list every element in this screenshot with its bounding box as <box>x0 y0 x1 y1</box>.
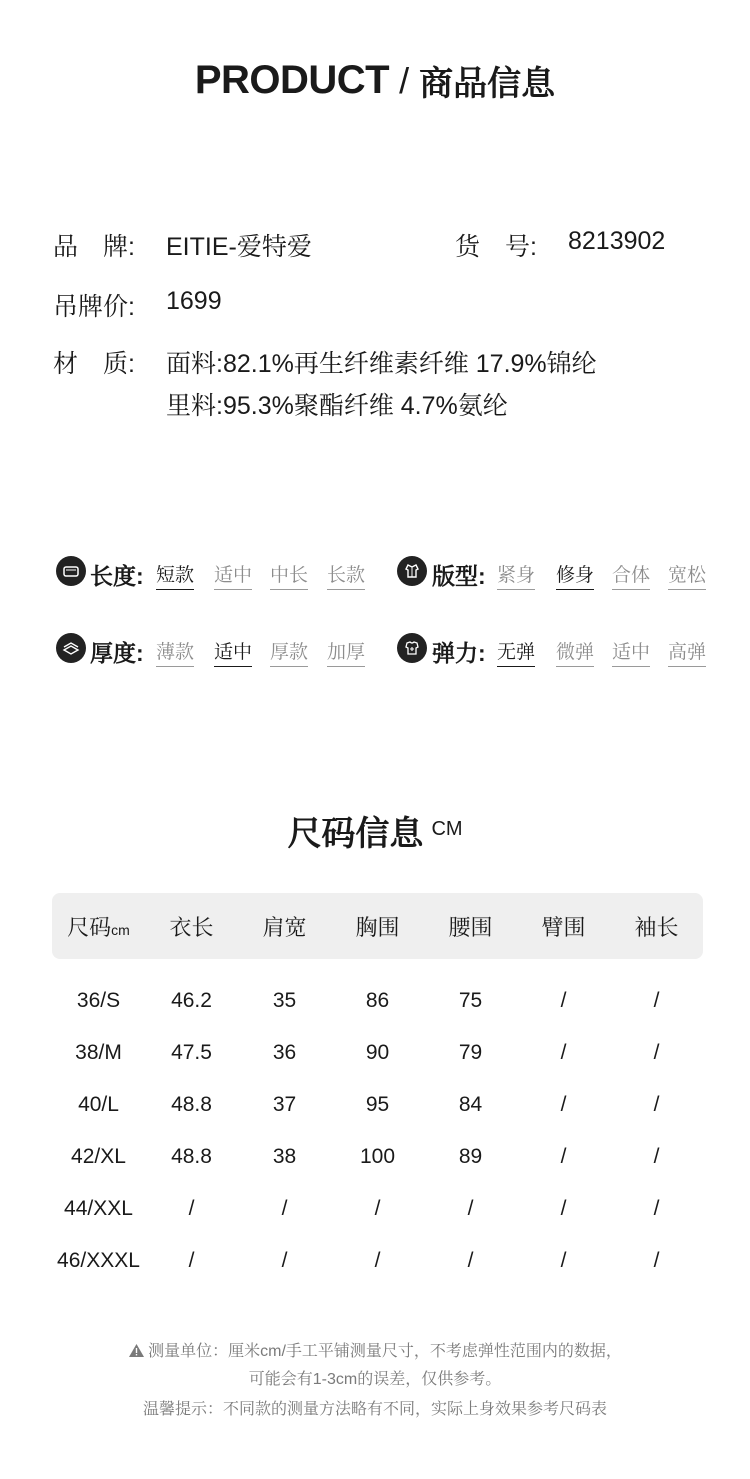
table-row <box>52 1183 703 1235</box>
table-cell: 40/L <box>78 1093 119 1116</box>
table-row <box>52 1027 703 1079</box>
table-cell: 90 <box>365 1041 390 1064</box>
elasticity-option-high: 高弹 <box>668 637 706 667</box>
table-cell: / <box>653 1093 660 1116</box>
price-value: 1699 <box>166 287 222 315</box>
table-row <box>52 975 703 1027</box>
thickness-option-thin: 薄款 <box>156 637 194 667</box>
table-cell: 89 <box>458 1145 483 1168</box>
thickness-label: 厚度: <box>90 640 144 666</box>
brand-value: EITIE-爱特爱 <box>166 233 312 261</box>
table-cell: 84 <box>458 1093 483 1116</box>
table-cell: 47.5 <box>171 1041 212 1064</box>
table-cell: 100 <box>359 1145 396 1168</box>
table-cell: 79 <box>458 1041 483 1064</box>
fit-option-loose: 宽松 <box>668 560 706 590</box>
table-cell: / <box>467 1197 474 1220</box>
title-english: PRODUCT <box>194 58 390 102</box>
table-cell: / <box>374 1197 381 1220</box>
elasticity-icon <box>397 633 427 663</box>
size-section-header <box>0 806 750 855</box>
thickness-icon <box>56 633 86 663</box>
thickness-option-thick: 厚款 <box>270 637 308 667</box>
table-cell: 44/XXL <box>64 1197 133 1220</box>
length-option-medium: 适中 <box>214 560 252 590</box>
table-cell: / <box>653 1249 660 1272</box>
table-cell: / <box>188 1197 195 1220</box>
header-size-label: 尺码 <box>67 914 112 940</box>
table-row <box>52 1131 703 1183</box>
table-cell: / <box>653 1145 660 1168</box>
table-cell: 86 <box>365 989 390 1012</box>
length-icon <box>56 556 86 586</box>
header-size-unit: cm <box>111 921 130 938</box>
table-cell: / <box>560 1197 567 1220</box>
fit-icon <box>397 556 427 586</box>
table-cell: 95 <box>365 1093 390 1116</box>
table-cell: 35 <box>272 989 297 1012</box>
warning-icon <box>128 1343 145 1358</box>
table-cell: 48.8 <box>171 1093 212 1116</box>
note-line-1: 测量单位：厘米cm/手工平铺测量尺寸，不考虑弹性范围内的数据， <box>148 1343 622 1360</box>
thickness-option-medium: 适中 <box>214 637 252 667</box>
header-cell-waist: 腰围 <box>448 914 493 940</box>
elasticity-option-slight: 微弹 <box>556 637 594 667</box>
elasticity-option-medium: 适中 <box>612 637 650 667</box>
material-lining: 里料:95.3%聚酯纤维 4.7%氨纶 <box>166 392 508 420</box>
fit-option-slim: 修身 <box>556 560 594 590</box>
table-cell: / <box>560 1041 567 1064</box>
header-cell-arm: 臂围 <box>541 914 586 940</box>
table-cell: / <box>281 1197 288 1220</box>
note-line-2: 可能会有1-3cm的误差，仅供参考。 <box>248 1371 502 1388</box>
table-row <box>52 1235 703 1287</box>
table-cell: 38 <box>272 1145 297 1168</box>
table-cell: / <box>281 1249 288 1272</box>
table-cell: / <box>653 989 660 1012</box>
table-cell: 36/S <box>76 989 121 1012</box>
sku-value: 8213902 <box>568 227 666 255</box>
elasticity-option-none: 无弹 <box>497 637 535 667</box>
table-cell: / <box>374 1249 381 1272</box>
size-table-body <box>52 975 703 1287</box>
brand-label: 品 牌: <box>53 233 135 261</box>
material-shell: 面料:82.1%再生纤维素纤维 17.9%锦纶 <box>166 350 597 378</box>
table-cell: 42/XL <box>71 1145 126 1168</box>
material-label: 材 质: <box>53 350 135 378</box>
header-cell-length: 衣长 <box>169 914 214 940</box>
table-cell: 37 <box>272 1093 297 1116</box>
table-cell: 46/XXXL <box>57 1249 140 1272</box>
table-cell: 46.2 <box>171 989 212 1012</box>
size-table <box>52 893 703 1287</box>
sku-label: 货 号: <box>455 233 537 261</box>
header-cell-sleeve: 袖长 <box>634 914 679 940</box>
length-option-long: 长款 <box>327 560 365 590</box>
thickness-option-extra-thick: 加厚 <box>327 637 365 667</box>
header-cell-shoulder: 肩宽 <box>262 914 307 940</box>
title-separator: / <box>399 59 410 101</box>
header-cell-chest: 胸围 <box>355 914 400 940</box>
table-cell: / <box>560 1249 567 1272</box>
length-label: 长度: <box>90 563 144 589</box>
table-cell: 38/M <box>75 1041 122 1064</box>
note-measurement <box>0 1338 750 1361</box>
table-row <box>52 1079 703 1131</box>
price-label: 吊牌价: <box>53 293 135 321</box>
note-line-3: 温馨提示：不同款的测量方法略有不同，实际上身效果参考尺码表 <box>142 1401 607 1418</box>
table-cell: 75 <box>458 989 483 1012</box>
table-cell: / <box>653 1197 660 1220</box>
table-cell: / <box>560 1145 567 1168</box>
fit-label: 版型: <box>432 563 486 589</box>
elasticity-label: 弹力: <box>432 640 486 666</box>
table-cell: 48.8 <box>171 1145 212 1168</box>
size-table-header <box>52 893 703 959</box>
title-chinese: 商品信息 <box>419 65 556 103</box>
table-cell: / <box>653 1041 660 1064</box>
length-option-mid-long: 中长 <box>270 560 308 590</box>
table-cell: / <box>188 1249 195 1272</box>
fit-option-regular: 合体 <box>612 560 650 590</box>
table-cell: / <box>560 1093 567 1116</box>
table-cell: / <box>467 1249 474 1272</box>
fit-option-tight: 紧身 <box>497 560 535 590</box>
size-section-title: 尺码信息 <box>287 815 424 853</box>
header-cell-size <box>52 911 145 942</box>
length-option-short: 短款 <box>156 560 194 590</box>
size-section-unit: CM <box>431 818 463 840</box>
page-header <box>0 56 750 105</box>
table-cell: / <box>560 989 567 1012</box>
table-cell: 36 <box>272 1041 297 1064</box>
